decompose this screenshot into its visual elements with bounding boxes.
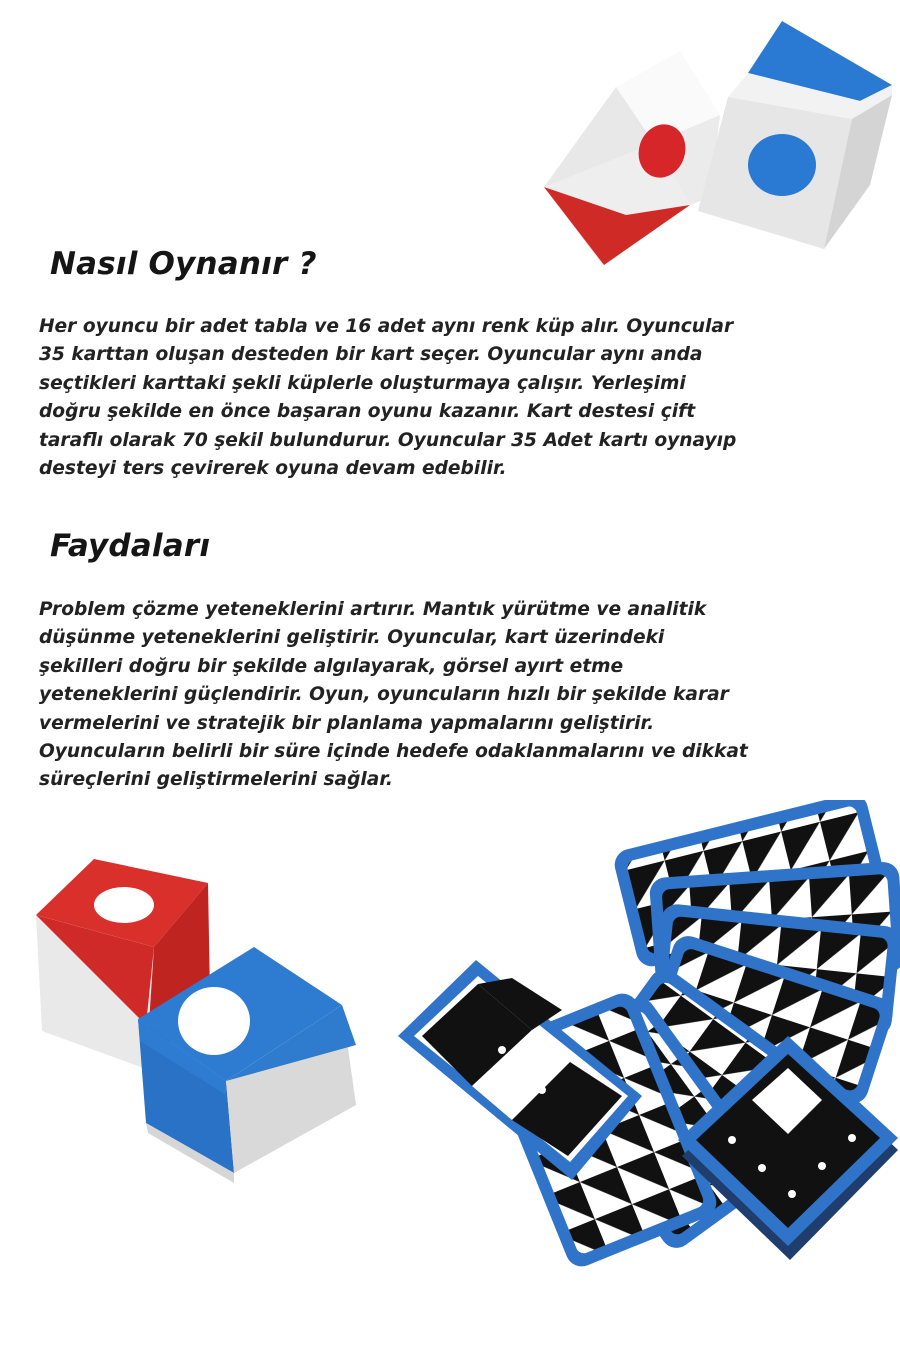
how-to-play-line: 35 karttan oluşan desteden bir kart seçer. Oyuncular aynı anda xyxy=(39,344,703,366)
benefits-title: Faydaları xyxy=(50,528,211,564)
red-white-cube-icon xyxy=(544,51,720,265)
how-to-play-line: taraflı olarak 70 şekil bulundurur. Oyuncular 35 Adet kartı oynayıp xyxy=(39,429,737,451)
how-to-play-line: desteyi ters çevirerek oyuna devam edebilir. xyxy=(39,458,507,480)
how-to-play-text xyxy=(39,313,736,483)
top-dice-image xyxy=(530,15,900,275)
bottom-dice-image xyxy=(30,855,370,1185)
benefits-text xyxy=(39,596,748,795)
how-to-play-title: Nasıl Oynanır ? xyxy=(50,246,317,282)
how-to-play-line: Her oyuncu bir adet tabla ve 16 adet aynı renk küp alır. Oyuncular xyxy=(39,316,734,337)
card-fan-image xyxy=(392,800,900,1280)
benefits-line: şekilleri doğru bir şekilde algılayarak, görsel ayırt etme xyxy=(39,655,624,677)
blue-white-cube-icon xyxy=(698,21,892,249)
how-to-play-line: seçtikleri karttaki şekli küplerle oluşturmaya çalışır. Yerleşimi xyxy=(39,372,686,394)
benefits-line: yeteneklerini güçlendirir. Oyun, oyuncuların hızlı bir şekilde karar xyxy=(39,684,729,706)
how-to-play-line: doğru şekilde en önce başaran oyunu kazanır. Kart destesi çift xyxy=(39,401,696,423)
benefits-line: Oyuncuların belirli bir süre içinde hedefe odaklanmalarını ve dikkat xyxy=(39,741,748,763)
benefits-line: vermelerini ve stratejik bir planlama yapmalarını geliştirir. xyxy=(39,712,655,734)
benefits-line: düşünme yeteneklerini geliştirir. Oyuncular, kart üzerindeki xyxy=(39,627,665,649)
benefits-line: süreçlerini geliştirmelerini sağlar. xyxy=(39,769,393,791)
benefits-line: Problem çözme yeteneklerini artırır. Mantık yürütme ve analitik xyxy=(39,599,707,620)
